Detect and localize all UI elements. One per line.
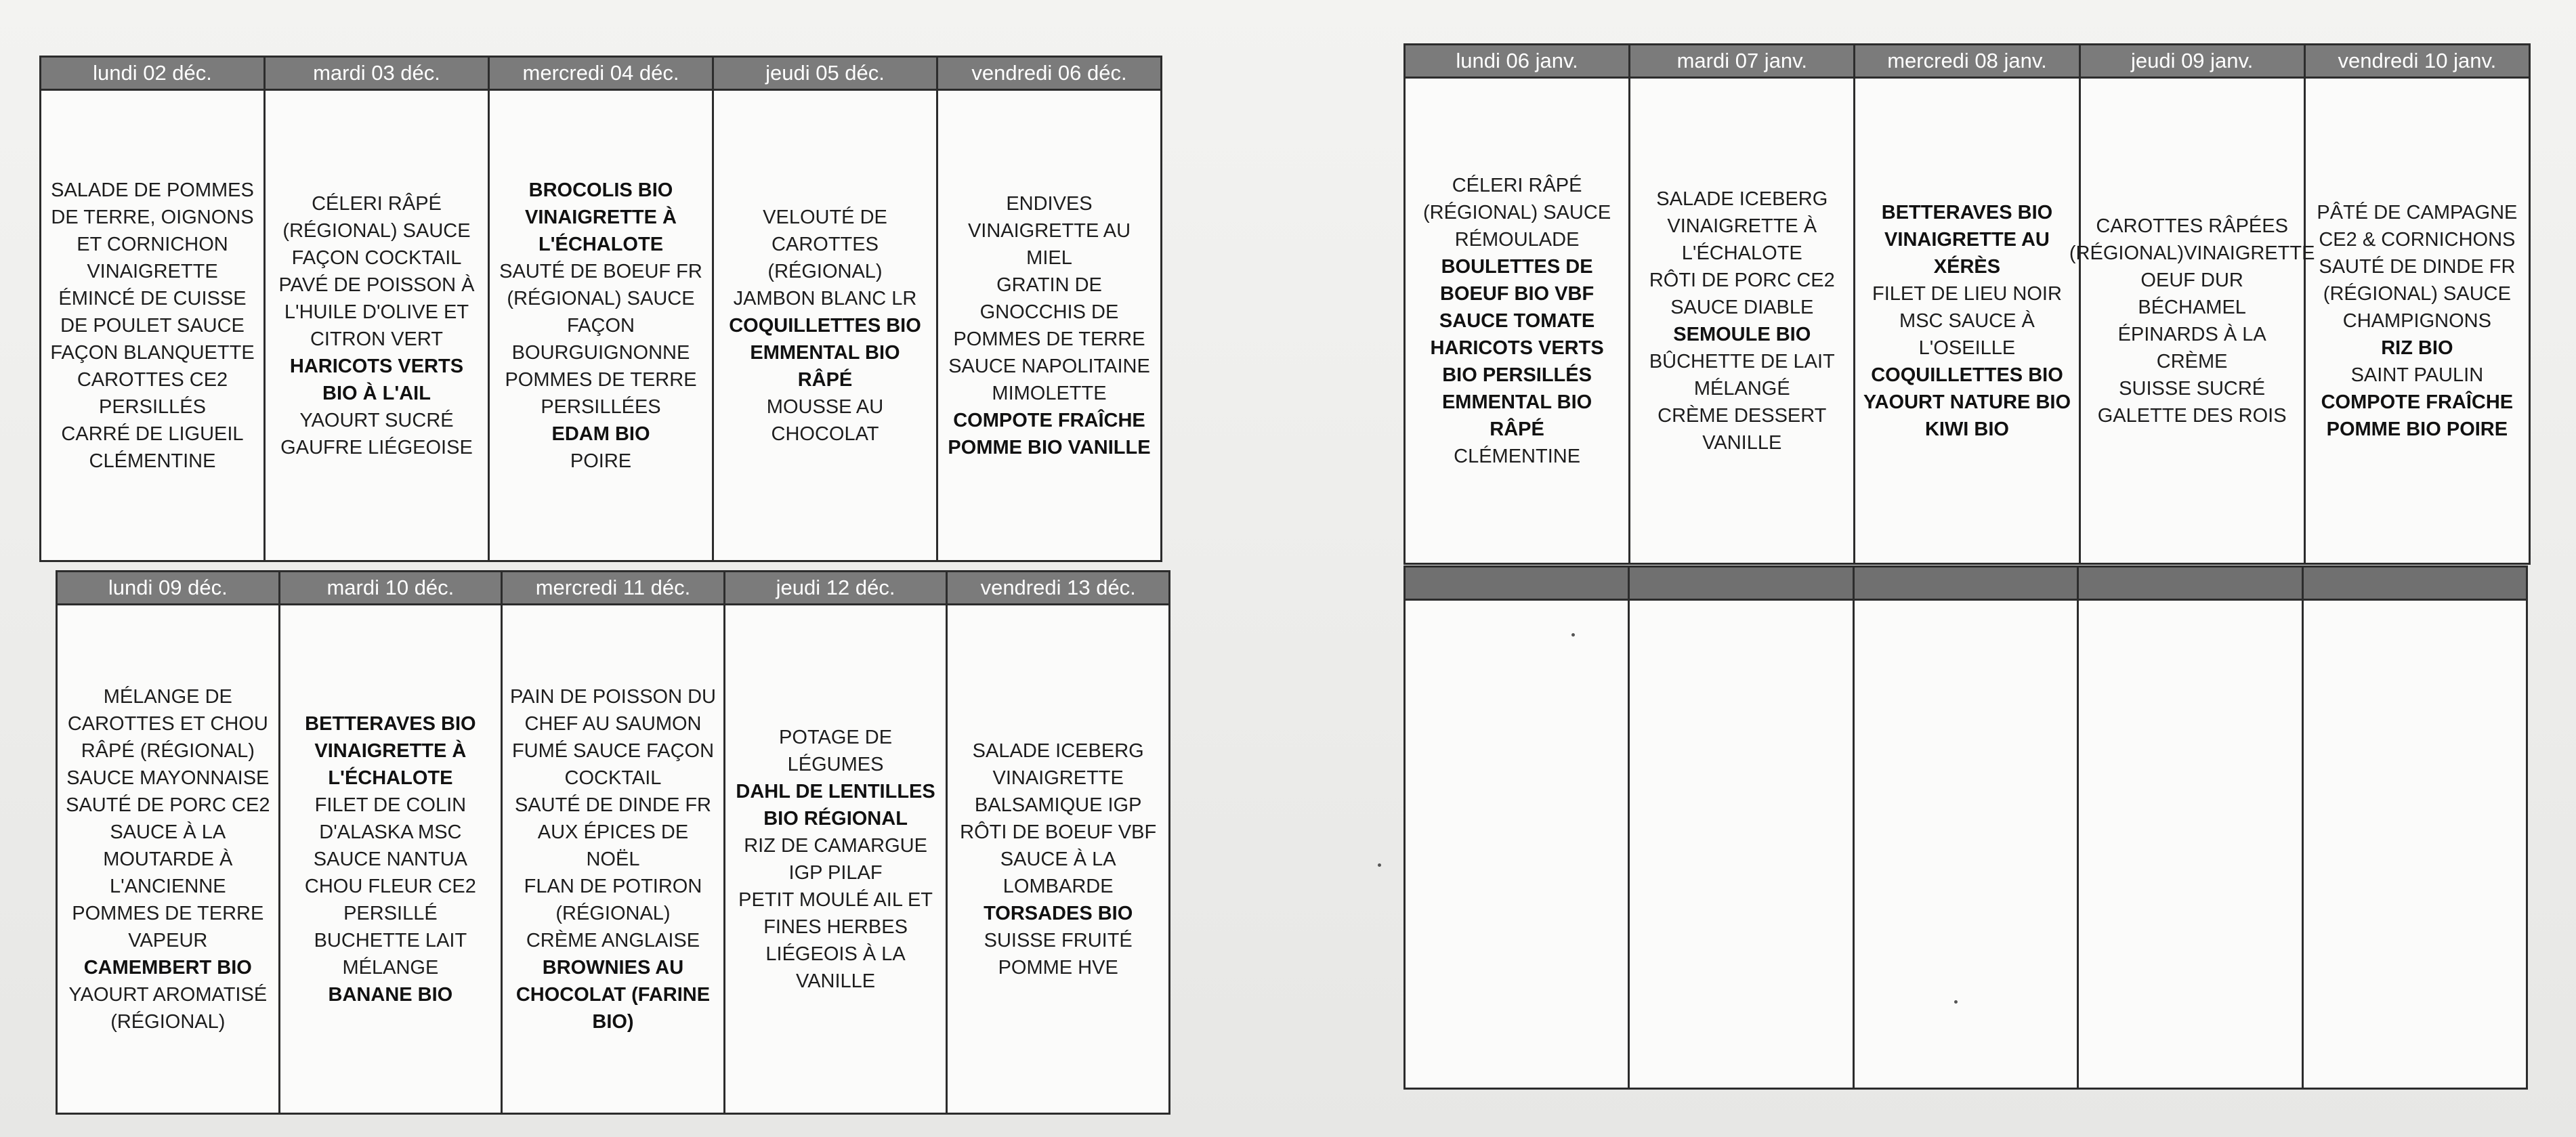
dish-item: CAMEMBERT BIO: [83, 956, 252, 979]
menu-week-dec-09: [56, 570, 1170, 1115]
dish-item: ÉMINCÉ DE CUISSE DE POULET SAUCE FAÇON BLANQUETTE: [50, 287, 255, 364]
day-header: jeudi 05 déc.: [713, 57, 937, 90]
dish-item: SALADE ICEBERG VINAIGRETTE À L'ÉCHALOTE: [1656, 188, 1828, 264]
dish-item: FILET DE COLIN D'ALASKA MSC SAUCE NANTUA: [313, 794, 467, 870]
dish-item: GRATIN DE GNOCCHIS DE POMMES DE TERRE SAUCE NAPOLITAINE: [948, 274, 1150, 377]
dish-item: RÔTI DE BOEUF VBF SAUCE À LA LOMBARDE: [960, 821, 1157, 897]
dish-item: SALADE DE POMMES DE TERRE, OIGNONS ET CORNICHON VINAIGRETTE: [51, 179, 254, 282]
day-header: mardi 07 janv.: [1630, 45, 1855, 78]
empty-day-cell: [2078, 600, 2302, 1089]
dish-item: CÉLERI RÂPÉ (RÉGIONAL) SAUCE RÉMOULADE: [1423, 174, 1611, 251]
day-menu-cell: [947, 605, 1170, 1114]
dish-list: [272, 190, 481, 461]
day-menu-cell: [937, 90, 1162, 561]
day-menu-cell: [1405, 78, 1630, 564]
dish-item: SAUTÉ DE PORC CE2 SAUCE À LA MOUTARDE À L'ANCIENNE: [66, 794, 270, 897]
empty-day-header: [1853, 567, 2077, 600]
day-header-row: [1405, 567, 2527, 600]
dish-item: MÉLANGE DE CAROTTES ET CHOU RÂPÉ (RÉGIONAL) SAUCE MAYONNAISE: [66, 685, 270, 789]
day-menu-cell: [1630, 78, 1855, 564]
dish-item: ENDIVES VINAIGRETTE AU MIEL: [967, 192, 1131, 269]
day-menu-cell: [57, 605, 280, 1114]
empty-day-header: [1629, 567, 1853, 600]
menu-week-jan-06: [1403, 43, 2531, 565]
dish-item: EMMENTAL BIO RÂPÉ: [750, 341, 900, 391]
day-header: mercredi 08 janv.: [1855, 45, 2079, 78]
dish-item: YAOURT NATURE BIO: [1863, 391, 2071, 413]
paper-speck: [1378, 863, 1381, 867]
dish-list: [732, 724, 939, 995]
empty-day-header: [2302, 567, 2527, 600]
dish-item: SAINT PAULIN: [2350, 364, 2484, 386]
dish-item: BETTERAVES BIO VINAIGRETTE AU XÉRÈS: [1881, 201, 2053, 278]
dish-row: [1405, 600, 2527, 1089]
empty-day-cell: [2302, 600, 2527, 1089]
dish-item: YAOURT SUCRÉ: [299, 409, 454, 431]
dish-item: OEUF DUR BÉCHAMEL: [2138, 269, 2246, 318]
empty-day-header: [2078, 567, 2302, 600]
dish-item: PAVÉ DE POISSON À L'HUILE D'OLIVE ET CITRON VERT: [278, 274, 475, 350]
menu-week-dec-02: [39, 56, 1162, 562]
dish-item: DAHL DE LENTILLES BIO RÉGIONAL: [736, 780, 935, 830]
day-header: vendredi 10 janv.: [2304, 45, 2529, 78]
day-menu-cell: [265, 90, 489, 561]
day-header: vendredi 06 déc.: [937, 57, 1162, 90]
dish-item: ÉPINARDS À LA CRÈME: [2117, 323, 2266, 372]
dish-row: [1405, 78, 2530, 564]
dish-item: SAUTÉ DE DINDE FR AUX ÉPICES DE NOËL: [514, 794, 711, 870]
dish-item: CARRÉ DE LIGUEIL: [61, 423, 244, 445]
day-menu-cell: [2069, 78, 2315, 564]
dish-item: COMPOTE FRAÎCHE POMME BIO VANILLE: [948, 409, 1151, 458]
menu-week-empty: [1403, 565, 2528, 1090]
dish-list: [287, 710, 494, 1008]
dish-item: BANANE BIO: [328, 983, 453, 1006]
dish-item: HARICOTS VERTS BIO PERSILLÉS: [1430, 337, 1604, 386]
dish-item: MOUSSE AU CHOCOLAT: [766, 395, 884, 445]
dish-item: CAROTTES RÂPÉES (RÉGIONAL)VINAIGRETTE: [2069, 215, 2315, 264]
dish-item: MIMOLETTE: [992, 382, 1107, 404]
dish-list: [2069, 213, 2315, 429]
dish-list: [954, 737, 1162, 981]
day-header: mercredi 04 déc.: [489, 57, 713, 90]
day-menu-cell: [41, 90, 265, 561]
dish-list: [1862, 199, 2071, 443]
day-menu-cell: [724, 605, 947, 1114]
paper-speck: [1571, 633, 1575, 637]
dish-item: BUCHETTE LAIT MÉLANGE: [314, 929, 467, 979]
dish-row: [57, 605, 1170, 1114]
dish-list: [1412, 172, 1622, 470]
day-header-row: [1405, 45, 2530, 78]
dish-item: COQUILLETTES BIO: [1871, 364, 2063, 386]
dish-item: GALETTE DES ROIS: [2097, 404, 2287, 427]
dish-item: FLAN DE POTIRON (RÉGIONAL): [524, 875, 702, 924]
dish-item: TORSADES BIO: [984, 902, 1133, 924]
day-header: mardi 10 déc.: [279, 572, 502, 605]
dish-item: CAROTTES CE2 PERSILLÉS: [77, 368, 228, 418]
dish-item: LIÉGEOIS À LA VANILLE: [765, 943, 906, 992]
empty-day-header: [1405, 567, 1629, 600]
dish-list: [1637, 186, 1846, 456]
dish-list: [945, 190, 1154, 461]
dish-list: [497, 177, 705, 475]
dish-item: CRÈME ANGLAISE: [526, 929, 700, 951]
dish-item: CRÈME DESSERT VANILLE: [1657, 404, 1827, 454]
empty-day-cell: [1629, 600, 1853, 1089]
dish-item: COMPOTE FRAÎCHE POMME BIO POIRE: [2321, 391, 2514, 440]
dish-item: SALADE ICEBERG VINAIGRETTE BALSAMIQUE IGP: [972, 739, 1144, 816]
dish-item: RÔTI DE PORC CE2 SAUCE DIABLE: [1649, 269, 1835, 318]
empty-day-cell: [1405, 600, 1629, 1089]
day-header-row: [57, 572, 1170, 605]
dish-item: BROWNIES AU CHOCOLAT (FARINE BIO): [515, 956, 711, 1033]
dish-item: POTAGE DE LÉGUMES: [779, 726, 893, 775]
day-header: jeudi 09 janv.: [2079, 45, 2304, 78]
day-header: lundi 09 déc.: [57, 572, 280, 605]
dish-list: [721, 204, 929, 448]
paper-speck: [1954, 1000, 1958, 1004]
dish-item: KIWI BIO: [1924, 418, 2009, 440]
dish-item: RIZ DE CAMARGUE IGP PILAF: [744, 834, 927, 884]
dish-item: CÉLERI RÂPÉ (RÉGIONAL) SAUCE FAÇON COCKTAIL: [282, 192, 471, 269]
day-menu-cell: [502, 605, 725, 1114]
day-menu-cell: [713, 90, 937, 561]
dish-item: PETIT MOULÉ AIL ET FINES HERBES: [738, 888, 933, 938]
dish-item: VELOUTÉ DE CAROTTES (RÉGIONAL): [763, 206, 887, 282]
dish-list: [2313, 199, 2522, 443]
dish-item: FILET DE LIEU NOIR MSC SAUCE À L'OSEILLE: [1872, 282, 2062, 359]
dish-item: PÂTÉ DE CAMPAGNE CE2 & CORNICHONS: [2317, 201, 2518, 251]
dish-item: GAUFRE LIÉGEOISE: [280, 436, 473, 458]
dish-item: PAIN DE POISSON DU CHEF AU SAUMON FUMÉ SAUCE FAÇON COCKTAIL: [509, 685, 716, 789]
dish-row: [41, 90, 1162, 561]
day-header: lundi 02 déc.: [41, 57, 265, 90]
day-menu-cell: [489, 90, 713, 561]
dish-item: CLÉMENTINE: [1454, 445, 1581, 467]
dish-item: EDAM BIO: [551, 423, 650, 445]
day-header: jeudi 12 déc.: [724, 572, 947, 605]
dish-list: [64, 683, 272, 1035]
empty-day-cell: [1853, 600, 2077, 1089]
dish-item: CLÉMENTINE: [89, 450, 216, 472]
dish-item: POMMES DE TERRE VAPEUR: [72, 902, 264, 951]
day-menu-cell: [2304, 78, 2529, 564]
dish-item: BROCOLIS BIO VINAIGRETTE À L'ÉCHALOTE: [525, 179, 677, 255]
dish-item: HARICOTS VERTS BIO À L'AIL: [289, 355, 464, 404]
dish-item: EMMENTAL BIO RÂPÉ: [1441, 391, 1592, 440]
dish-item: BÛCHETTE DE LAIT MÉLANGÉ: [1649, 350, 1835, 400]
day-header-row: [41, 57, 1162, 90]
day-menu-cell: [1855, 78, 2079, 564]
dish-list: [509, 683, 717, 1035]
dish-item: BOULETTES DE BOEUF BIO VBF SAUCE TOMATE: [1439, 255, 1595, 332]
dish-item: JAMBON BLANC LR: [733, 287, 917, 309]
dish-item: POMME HVE: [998, 956, 1118, 979]
dish-item: SAUTÉ DE DINDE FR (RÉGIONAL) SAUCE CHAMPIGNONS: [2319, 255, 2516, 332]
dish-item: SAUTÉ DE BOEUF FR (RÉGIONAL) SAUCE FAÇON BOURGUIGNONNE: [499, 260, 702, 364]
day-header: mardi 03 déc.: [265, 57, 489, 90]
dish-item: BETTERAVES BIO VINAIGRETTE À L'ÉCHALOTE: [305, 712, 476, 789]
dish-item: COQUILLETTES BIO: [729, 314, 921, 337]
dish-item: CHOU FLEUR CE2 PERSILLÉ: [304, 875, 476, 924]
dish-item: RIZ BIO: [2381, 337, 2453, 359]
dish-item: POMMES DE TERRE PERSILLÉES: [505, 368, 697, 418]
day-header: vendredi 13 déc.: [947, 572, 1170, 605]
dish-item: SUISSE SUCRÉ: [2119, 377, 2266, 400]
dish-item: POIRE: [570, 450, 632, 472]
dish-item: YAOURT AROMATISÉ (RÉGIONAL): [68, 983, 268, 1033]
day-menu-cell: [279, 605, 502, 1114]
day-header: mercredi 11 déc.: [502, 572, 725, 605]
dish-item: SEMOULE BIO: [1673, 323, 1811, 345]
day-header: lundi 06 janv.: [1405, 45, 1630, 78]
dish-item: SUISSE FRUITÉ: [984, 929, 1133, 951]
dish-list: [48, 177, 257, 475]
